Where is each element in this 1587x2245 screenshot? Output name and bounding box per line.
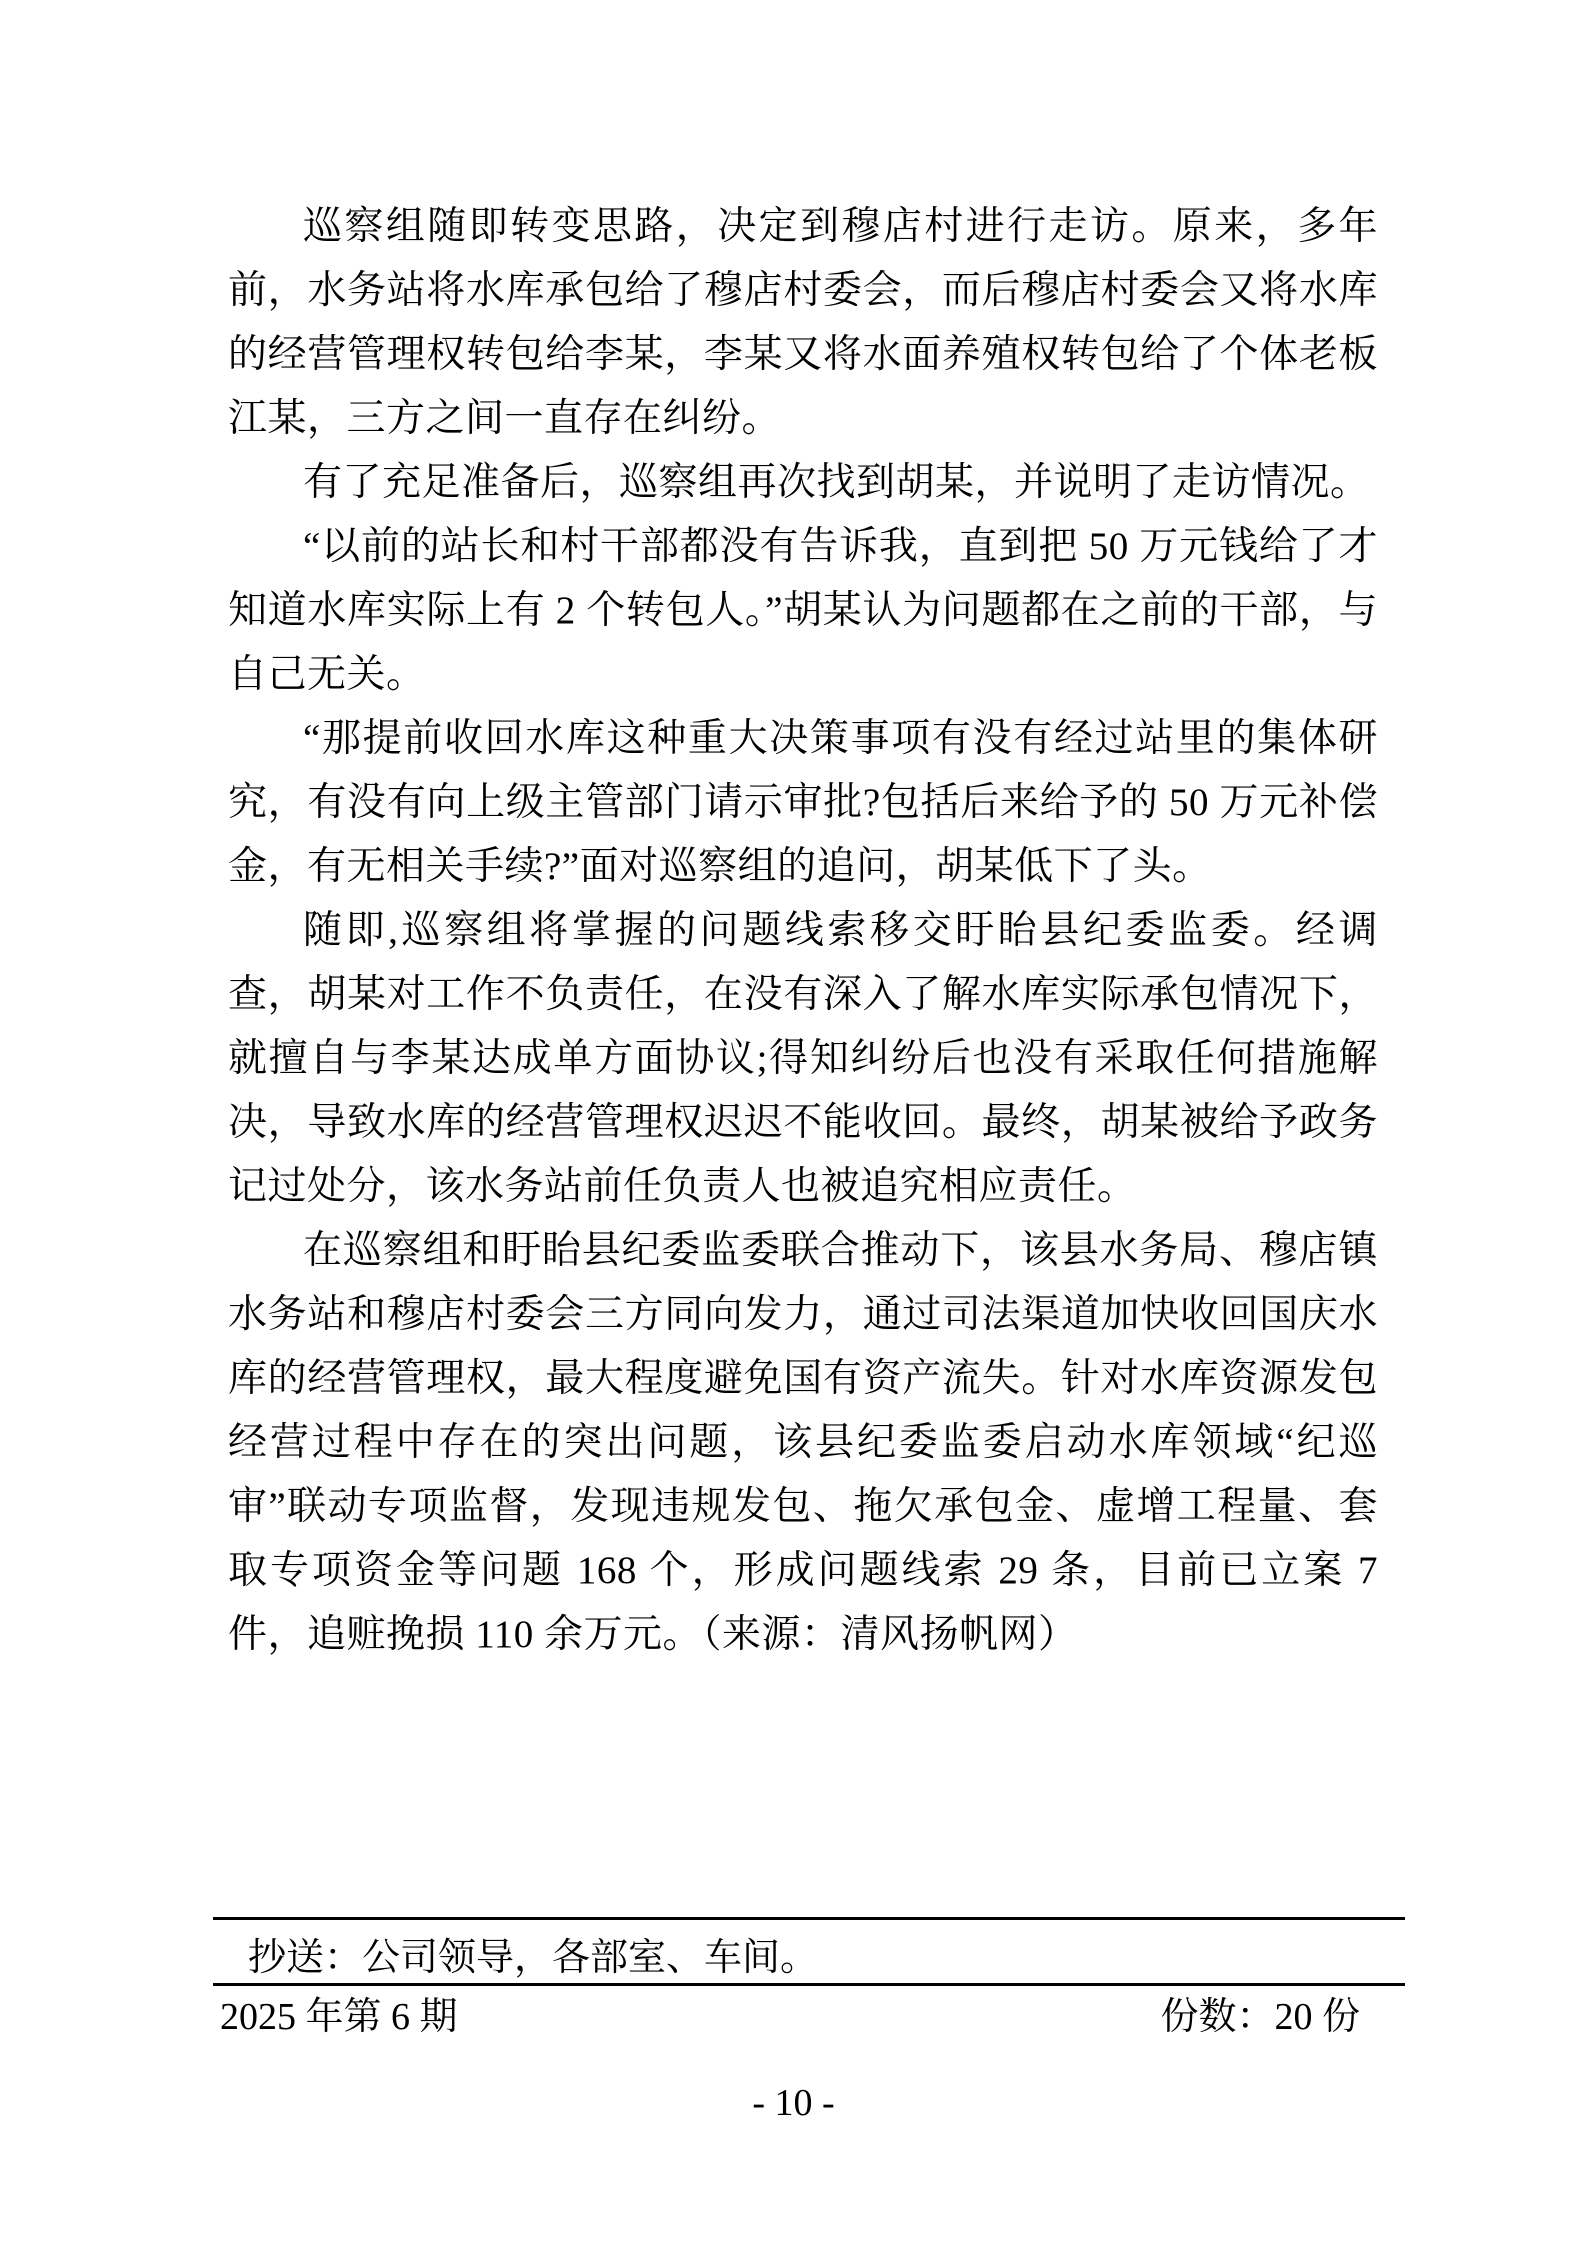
issue-row: [220, 1994, 1360, 2040]
paragraph: 有了充足准备后，巡察组再次找到胡某，并说明了走访情况。: [303, 461, 1370, 504]
paragraph: 巡察组随即转变思路，决定到穆店村进行走访。原来，多年前，水务站将水库承包给了穆店村委会，而后穆店村委会又将水库的经营管理权转包给李某，李某又将水面养殖权转包给了个体老板江某，三方之间一直存在纠纷。: [228, 205, 1378, 440]
paragraph: “以前的站长和村干部都没有告诉我，直到把 50 万元钱给了才知道水库实际上有 2 个转包人。”胡某认为问题都在之前的干部，与自己无关。: [228, 525, 1378, 696]
cc-line: 抄送：公司领导，各部室、车间。: [248, 1937, 819, 1979]
paragraph: 随即,巡察组将掌握的问题线索移交盱眙县纪委监委。经调查，胡某对工作不负责任，在没有深入了解水库实际承包情况下，就擅自与李某达成单方面协议;得知纠纷后也没有采取任何措施解决，导致水库的经营管理权迟迟不能收回。最终，胡某被给予政务记过处分，该水务站前任负责人也被追究相应责任。: [228, 909, 1378, 1208]
page-number: - 10 -: [752, 2082, 835, 2124]
copies-count: 份数：20 份: [1160, 1996, 1360, 2038]
footer-divider-top: [213, 1917, 1405, 1920]
paragraph: “那提前收回水库这种重大决策事项有没有经过站里的集体研究，有没有向上级主管部门请示审批?包括后来给予的 50 万元补偿金，有无相关手续?”面对巡察组的追问，胡某低下了头。: [228, 717, 1378, 888]
article-body: [228, 195, 1378, 1667]
footer-divider-bottom: [213, 1983, 1405, 1986]
paragraph: 在巡察组和盱眙县纪委监委联合推动下，该县水务局、穆店镇水务站和穆店村委会三方同向发力，通过司法渠道加快收回国庆水库的经营管理权，最大程度避免国有资产流失。针对水库资源发包经营过程中存在的突出问题，该县纪委监委启动水库领域“纪巡审”联动专项监督，发现违规发包、拖欠承包金、虚增工程量、套取专项资金等问题 168 个，形成问题线索 29 条，目前已立案 7 件，追赃挽损 110 余万元。（来源：清风扬帆网）: [228, 1229, 1378, 1656]
issue-number: 2025 年第 6 期: [220, 1996, 458, 2038]
